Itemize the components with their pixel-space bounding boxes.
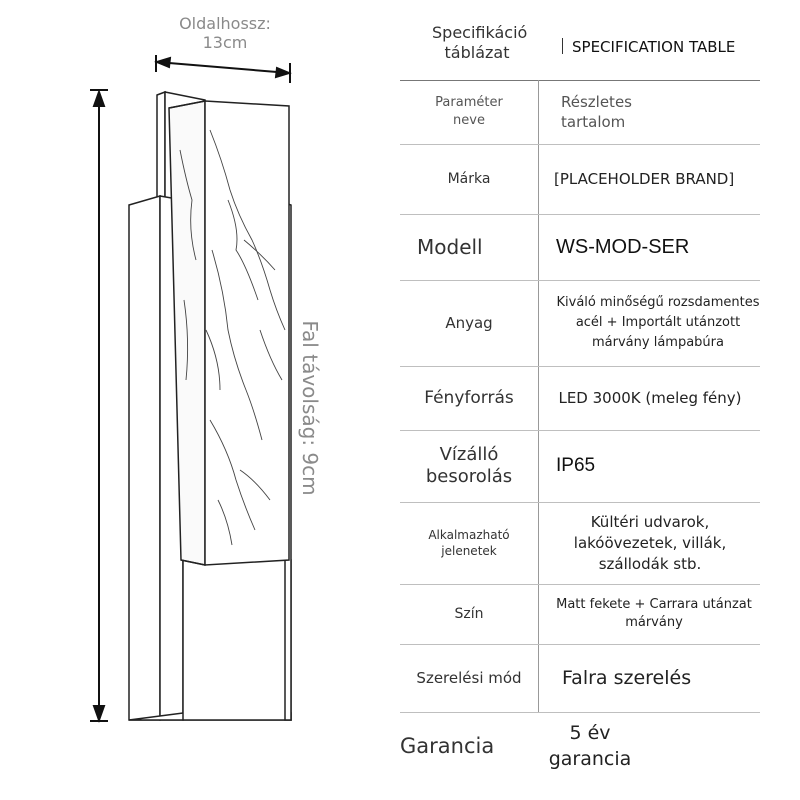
row-label-waterproof: Vízálló besorolás — [425, 444, 513, 487]
height-dimension-arrow — [90, 90, 108, 721]
table-title-hu: Specifikáció táblázat — [432, 23, 528, 62]
row-label-light-source: Fényforrás — [424, 388, 514, 408]
row-value-mounting: Falra szerelés — [562, 667, 692, 689]
row-value-warranty: 5 év garancia — [548, 722, 632, 770]
row-label-applications: Alkalmazható jelenetek — [428, 528, 510, 558]
row-label-brand: Márka — [447, 171, 491, 187]
row-value-color: Matt fekete + Carrara utánzat márvány — [556, 597, 752, 630]
side-length-value: 13cm — [202, 33, 248, 52]
row-label-color: Szín — [454, 606, 484, 622]
title-separator — [562, 38, 563, 54]
header-param: Paraméter neve — [435, 95, 503, 128]
lamp-illustration — [80, 55, 320, 735]
row-label-model: Modell — [417, 235, 483, 259]
row-value-applications: Kültéri udvarok, lakóövezetek, villák, szállodák stb. — [573, 512, 727, 573]
side-length-label — [160, 14, 290, 52]
row-label-material: Anyag — [445, 314, 493, 332]
row-label-mounting: Szerelési mód — [416, 669, 522, 687]
row-value-model: WS-MOD-SER — [556, 235, 690, 258]
table-title-en: SPECIFICATION TABLE — [572, 38, 736, 56]
table-column-divider — [538, 80, 539, 712]
row-value-light-source: LED 3000K (meleg fény) — [558, 389, 742, 407]
side-length-dimension-arrow — [156, 55, 290, 83]
row-value-waterproof: IP65 — [556, 455, 596, 476]
header-detail: Részletes tartalom — [561, 93, 632, 131]
wall-distance-text: Fal távolság: 9cm — [298, 320, 322, 496]
side-length-title: Oldalhossz: — [179, 14, 271, 33]
row-value-brand: [PLACEHOLDER BRAND] — [554, 170, 735, 188]
row-label-warranty: Garancia — [400, 734, 495, 758]
row-value-material: Kiváló minőségű rozsdamentes acél + Importált utánzott márvány lámpabúra — [556, 295, 760, 350]
